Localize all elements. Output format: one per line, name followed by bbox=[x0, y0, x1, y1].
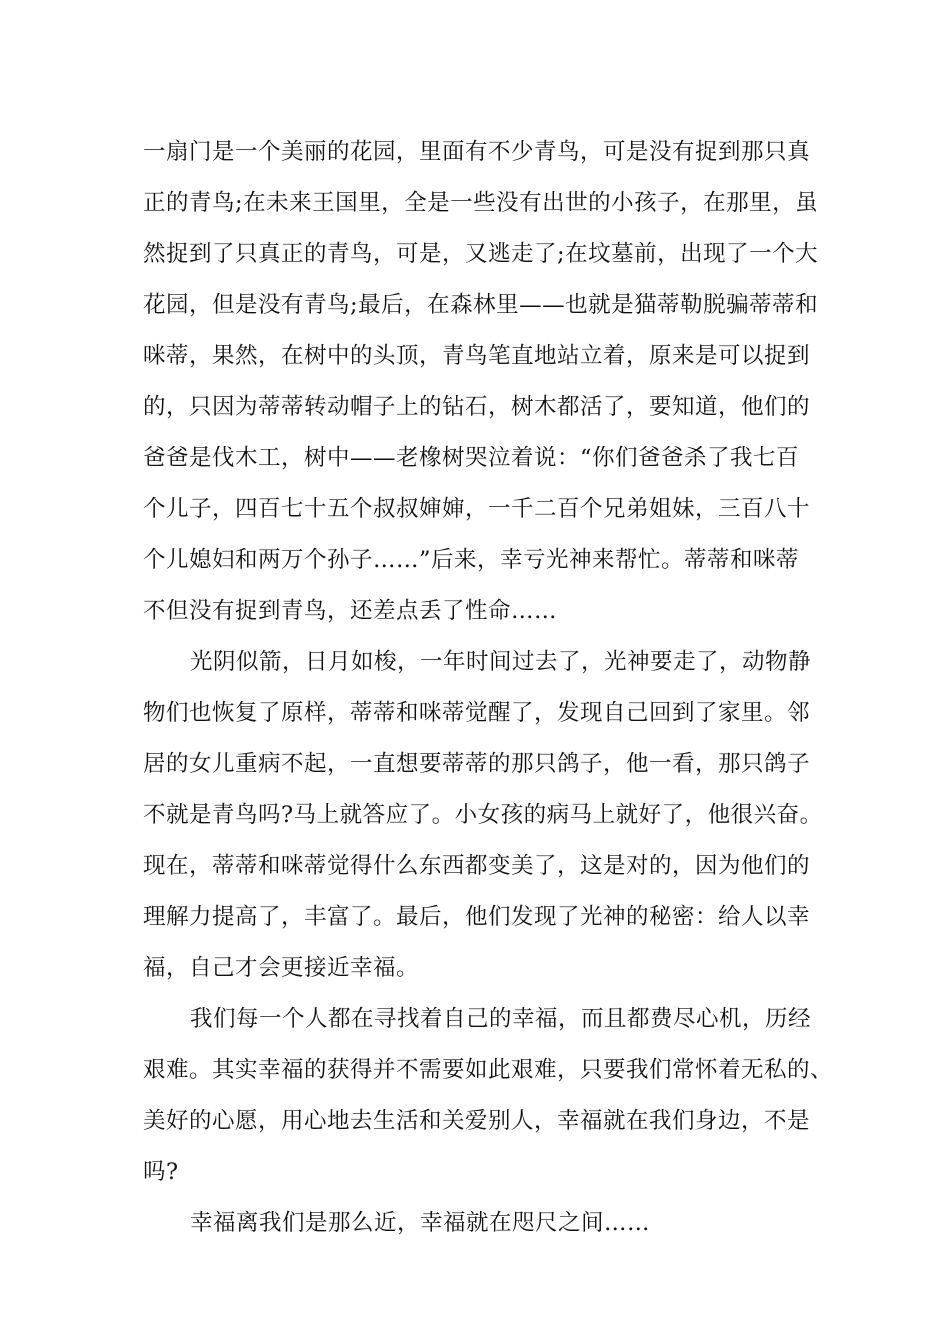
text-line: 然捉到了只真正的青鸟，可是，又逃走了;在坟墓前，出现了一个大 bbox=[143, 241, 819, 267]
text-line: 不就是青鸟吗?马上就答应了。小女孩的病马上就好了，他很兴奋。 bbox=[143, 802, 823, 828]
text-line: 福，自己才会更接近幸福。 bbox=[143, 955, 420, 981]
paragraph-1 bbox=[143, 127, 833, 637]
text-line: 我们每一个人都在寻找着自己的幸福，而且都费尽心机，历经 bbox=[190, 1006, 812, 1032]
text-line: 幸福离我们是那么近，幸福就在咫尺之间…… bbox=[190, 1210, 651, 1236]
text-line: 居的女儿重病不起，一直想要蒂蒂的那只鸽子，他一看，那只鸽子 bbox=[143, 751, 811, 777]
text-line: 花园，但是没有青鸟;最后，在森林里——也就是猫蒂勒脱骗蒂蒂和 bbox=[143, 292, 819, 318]
text-line: 一扇门是一个美丽的花园，里面有不少青鸟，可是没有捉到那只真 bbox=[143, 139, 811, 165]
text-line: 现在，蒂蒂和咪蒂觉得什么东西都变美了，这是对的，因为他们的 bbox=[143, 853, 811, 879]
paragraph-3 bbox=[143, 994, 833, 1198]
text-line: 的，只因为蒂蒂转动帽子上的钻石，树木都活了，要知道，他们的 bbox=[143, 394, 811, 420]
text-line: 光阴似箭，日月如梭，一年时间过去了，光神要走了，动物静 bbox=[190, 649, 812, 675]
text-line: 爸爸是伐木工，树中——老橡树哭泣着说：“你们爸爸杀了我七百 bbox=[143, 445, 800, 471]
text-line: 正的青鸟;在未来王国里，全是一些没有出世的小孩子，在那里，虽 bbox=[143, 190, 819, 216]
text-line: 个儿子，四百七十五个叔叔婶婶，一千二百个兄弟姐妹，三百八十 bbox=[143, 496, 811, 522]
text-line: 个儿媳妇和两万个孙子……”后来，幸亏光神来帮忙。蒂蒂和咪蒂 bbox=[143, 547, 800, 573]
text-line: 美好的心愿，用心地去生活和关爱别人，幸福就在我们身边，不是 bbox=[143, 1108, 811, 1134]
text-line: 不但没有捉到青鸟，还差点丢了性命…… bbox=[143, 598, 558, 624]
document-body bbox=[143, 127, 833, 1249]
text-line: 吗? bbox=[143, 1159, 179, 1185]
text-line: 艰难。其实幸福的获得并不需要如此艰难，只要我们常怀着无私的、 bbox=[143, 1057, 834, 1083]
text-line: 理解力提高了，丰富了。最后，他们发现了光神的秘密：给人以幸 bbox=[143, 904, 811, 930]
paragraph-2 bbox=[143, 637, 833, 994]
text-line: 咪蒂，果然，在树中的头顶，青鸟笔直地站立着，原来是可以捉到 bbox=[143, 343, 811, 369]
text-line: 物们也恢复了原样，蒂蒂和咪蒂觉醒了，发现自己回到了家里。邻 bbox=[143, 700, 811, 726]
paragraph-4 bbox=[143, 1198, 833, 1249]
